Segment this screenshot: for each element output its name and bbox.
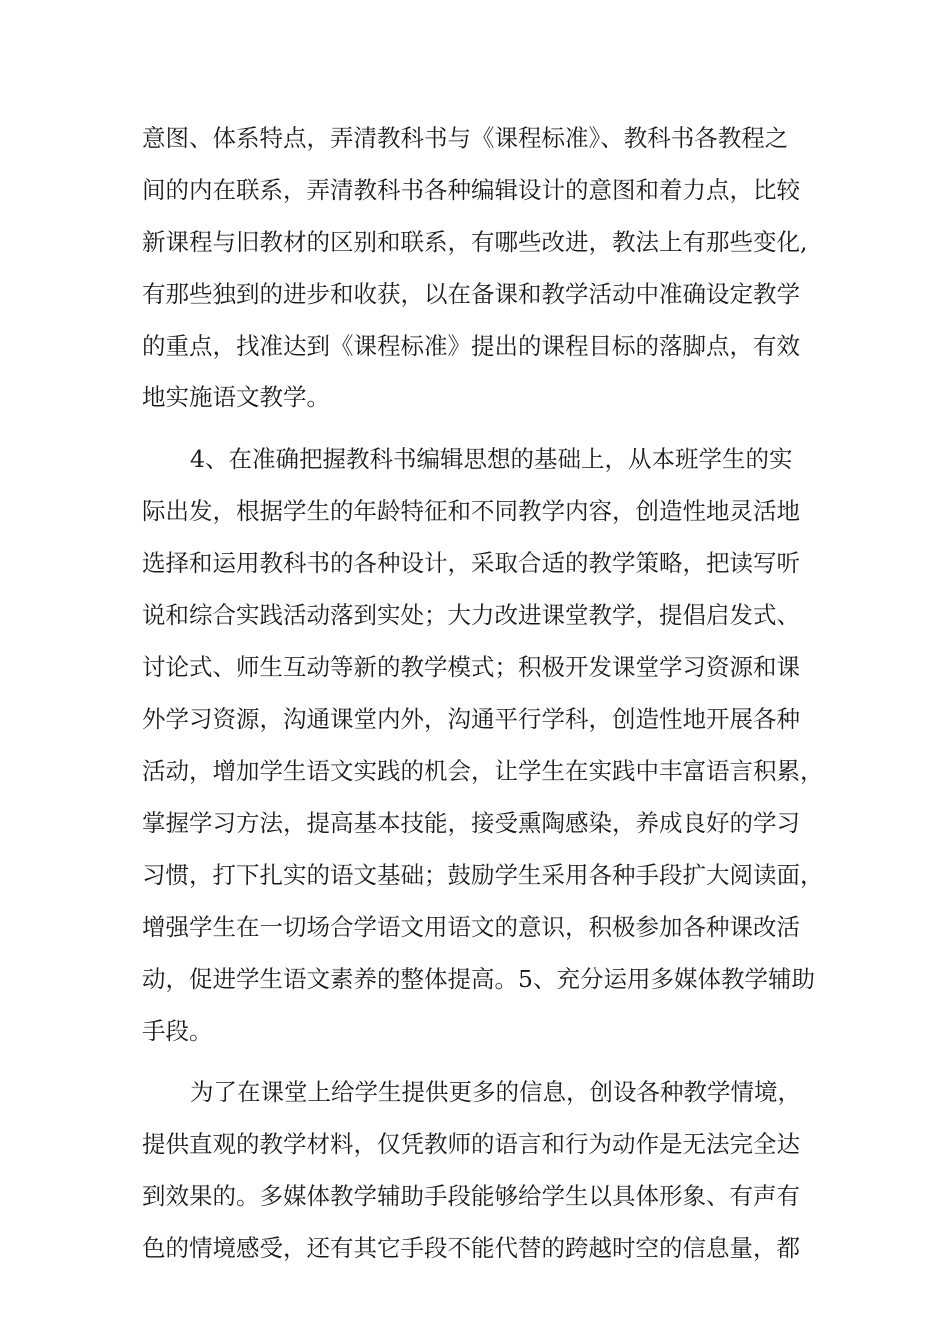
paragraph-line: 说和综合实践活动落到实处；大力改进课堂教学，提倡启发式、 <box>142 601 800 629</box>
paragraph-line: 为了在课堂上给学生提供更多的信息，创设各种教学情境， <box>190 1078 801 1106</box>
paragraph-line: 到效果的。多媒体教学辅助手段能够给学生以具体形象、有声有 <box>142 1182 800 1210</box>
paragraph-line: 色的情境感受，还有其它手段不能代替的跨越时空的信息量，都 <box>142 1234 800 1262</box>
paragraph-line: 外学习资源，沟通课堂内外，沟通平行学科，创造性地开展各种 <box>142 705 800 733</box>
paragraph-line: 动，促进学生语文素养的整体提高。5、充分运用多媒体教学辅助 <box>142 965 815 993</box>
paragraph-line: 地实施语文教学。 <box>142 383 330 411</box>
paragraph-line: 提供直观的教学材料，仅凭教师的语言和行为动作是无法完全达 <box>142 1130 800 1158</box>
paragraph-line: 增强学生在一切场合学语文用语文的意识，积极参加各种课改活 <box>142 913 800 941</box>
paragraph-line: 4、在准确把握教科书编辑思想的基础上，从本班学生的实 <box>190 445 793 473</box>
paragraph-line: 际出发，根据学生的年龄特征和不同教学内容，创造性地灵活地 <box>142 497 800 525</box>
paragraph-line: 有那些独到的进步和收获，以在备课和教学活动中准确设定教学 <box>142 280 800 308</box>
paragraph-line: 习惯，打下扎实的语文基础；鼓励学生采用各种手段扩大阅读面， <box>142 861 824 889</box>
paragraph-line: 掌握学习方法，提高基本技能，接受熏陶感染，养成良好的学习 <box>142 809 800 837</box>
paragraph-line: 选择和运用教科书的各种设计，采取合适的教学策略，把读写听 <box>142 549 800 577</box>
paragraph-line: 新课程与旧教材的区别和联系，有哪些改进，教法上有那些变化, <box>142 228 808 256</box>
paragraph-line: 讨论式、师生互动等新的教学模式；积极开发课堂学习资源和课 <box>142 653 800 681</box>
paragraph-line: 的重点，找准达到《课程标准》提出的课程目标的落脚点，有效 <box>142 332 800 360</box>
paragraph-line: 意图、体系特点，弄清教科书与《课程标准》、教科书各教程之 <box>142 124 789 152</box>
paragraph-line: 手段。 <box>142 1017 213 1045</box>
paragraph-line: 间的内在联系，弄清教科书各种编辑设计的意图和着力点，比较 <box>142 176 800 204</box>
paragraph-line: 活动，增加学生语文实践的机会，让学生在实践中丰富语言积累， <box>142 757 824 785</box>
